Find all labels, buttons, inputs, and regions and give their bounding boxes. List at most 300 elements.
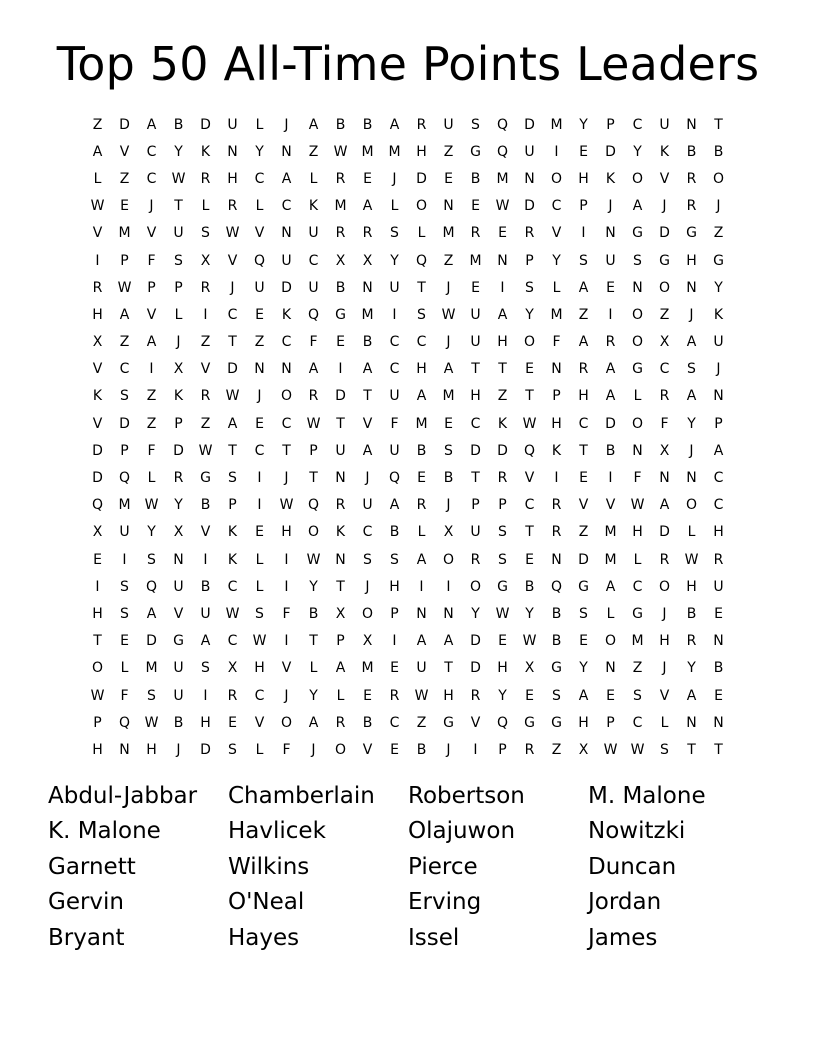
- grid-letter: W: [225, 605, 240, 622]
- grid-letter: U: [389, 442, 400, 459]
- grid-letter: J: [689, 306, 694, 323]
- grid-letter: A: [146, 605, 157, 622]
- grid-letter: U: [605, 252, 616, 269]
- grid-letter: S: [498, 524, 507, 541]
- grid-letter: C: [227, 578, 238, 595]
- grid-letter: A: [416, 551, 427, 568]
- grid-letter: V: [254, 225, 265, 242]
- grid-letter: H: [686, 252, 697, 269]
- grid-letter: D: [497, 442, 508, 459]
- grid-letter: U: [389, 388, 400, 405]
- grid-letter: C: [389, 714, 400, 731]
- grid-letter: V: [254, 714, 265, 731]
- grid-letter: A: [281, 170, 292, 187]
- grid-letter: J: [257, 388, 262, 405]
- grid-letter: X: [362, 633, 373, 650]
- grid-letter: W: [522, 415, 537, 432]
- grid-letter: B: [470, 170, 481, 187]
- grid-letter: U: [227, 116, 238, 133]
- grid-letter: S: [120, 605, 129, 622]
- grid-letter: I: [473, 741, 478, 758]
- grid-letter: H: [578, 170, 589, 187]
- grid-letter: E: [471, 198, 480, 215]
- grid-letter: H: [551, 415, 562, 432]
- grid-letter: C: [713, 497, 724, 514]
- grid-letter: L: [687, 524, 696, 541]
- grid-letter: M: [442, 225, 455, 242]
- grid-letter: E: [120, 633, 129, 650]
- grid-letter: L: [93, 170, 102, 187]
- grid-letter: M: [145, 660, 158, 677]
- grid-letter: F: [309, 334, 318, 351]
- grid-letter: M: [442, 388, 455, 405]
- grid-letter: O: [631, 415, 644, 432]
- grid-letter: U: [308, 279, 319, 296]
- grid-letter: E: [336, 334, 345, 351]
- grid-letter: A: [362, 198, 373, 215]
- grid-letter: I: [608, 470, 613, 487]
- grid-letter: L: [147, 470, 156, 487]
- grid-letter: E: [255, 306, 264, 323]
- grid-letter: Z: [146, 388, 157, 405]
- grid-letter: F: [660, 415, 669, 432]
- grid-letter: D: [605, 143, 616, 160]
- grid-letter: M: [334, 198, 347, 215]
- grid-letter: O: [523, 334, 536, 351]
- grid-letter: C: [227, 633, 238, 650]
- grid-letter: B: [335, 116, 346, 133]
- grid-letter: L: [255, 578, 264, 595]
- grid-letter: Y: [255, 143, 264, 160]
- grid-letter: H: [92, 741, 103, 758]
- grid-letter: H: [416, 361, 427, 378]
- grid-letter: R: [200, 170, 211, 187]
- grid-letter: R: [497, 470, 508, 487]
- grid-letter: C: [713, 470, 724, 487]
- grid-letter: E: [471, 279, 480, 296]
- grid-letter: E: [525, 687, 534, 704]
- grid-letter: T: [93, 633, 102, 650]
- grid-letter: H: [578, 388, 589, 405]
- grid-letter: P: [336, 633, 345, 650]
- grid-letter: R: [416, 497, 427, 514]
- grid-letter: L: [633, 388, 642, 405]
- grid-letter: H: [470, 388, 481, 405]
- grid-letter: W: [603, 741, 618, 758]
- grid-letter: S: [363, 551, 372, 568]
- grid-letter: D: [119, 116, 130, 133]
- grid-letter: B: [551, 633, 562, 650]
- grid-letter: A: [578, 279, 589, 296]
- grid-letter: S: [201, 225, 210, 242]
- grid-letter: C: [578, 415, 589, 432]
- grid-letter: Y: [552, 252, 561, 269]
- grid-letter: Z: [551, 741, 562, 758]
- grid-letter: W: [117, 279, 132, 296]
- grid-letter: Y: [174, 143, 183, 160]
- grid-letter: M: [550, 116, 563, 133]
- grid-letter: M: [388, 143, 401, 160]
- word-list-item: Chamberlain: [228, 782, 375, 809]
- grid-letter: I: [608, 306, 613, 323]
- grid-letter: C: [389, 334, 400, 351]
- grid-letter: V: [551, 225, 562, 242]
- grid-letter: Z: [92, 116, 103, 133]
- grid-letter: Q: [523, 442, 536, 459]
- grid-letter: O: [91, 660, 104, 677]
- grid-letter: W: [441, 306, 456, 323]
- grid-letter: A: [578, 687, 589, 704]
- grid-letter: D: [200, 741, 211, 758]
- grid-letter: Y: [309, 687, 318, 704]
- grid-letter: R: [659, 388, 670, 405]
- grid-letter: L: [120, 660, 129, 677]
- grid-letter: B: [335, 279, 346, 296]
- letter-grid: [84, 111, 732, 764]
- word-list-item: Erving: [408, 889, 482, 916]
- word-list-item: Bryant: [48, 924, 125, 951]
- grid-letter: Q: [496, 143, 509, 160]
- grid-letter: Y: [687, 660, 696, 677]
- grid-letter: V: [470, 714, 481, 731]
- grid-letter: G: [335, 306, 346, 323]
- grid-letter: K: [605, 170, 616, 187]
- grid-letter: H: [92, 605, 103, 622]
- grid-letter: D: [92, 470, 103, 487]
- grid-letter: U: [389, 279, 400, 296]
- grid-letter: L: [309, 170, 318, 187]
- grid-letter: W: [171, 170, 186, 187]
- grid-letter: T: [309, 470, 318, 487]
- grid-letter: T: [579, 442, 588, 459]
- grid-letter: Q: [253, 252, 266, 269]
- grid-letter: D: [92, 442, 103, 459]
- grid-letter: L: [174, 306, 183, 323]
- grid-letter: J: [284, 687, 289, 704]
- grid-letter: W: [306, 415, 321, 432]
- grid-letter: N: [443, 605, 454, 622]
- grid-letter: K: [227, 524, 238, 541]
- grid-letter: S: [471, 116, 480, 133]
- grid-letter: R: [335, 497, 346, 514]
- grid-letter: C: [632, 116, 643, 133]
- grid-letter: H: [443, 687, 454, 704]
- grid-letter: N: [173, 551, 184, 568]
- grid-letter: O: [280, 388, 293, 405]
- grid-letter: M: [118, 497, 131, 514]
- grid-letter: Z: [578, 306, 589, 323]
- grid-letter: C: [254, 442, 265, 459]
- grid-letter: S: [417, 306, 426, 323]
- grid-letter: O: [604, 633, 617, 650]
- grid-letter: R: [686, 170, 697, 187]
- grid-letter: A: [362, 361, 373, 378]
- grid-letter: E: [606, 279, 615, 296]
- grid-letter: I: [392, 633, 397, 650]
- grid-letter: S: [498, 551, 507, 568]
- grid-letter: G: [686, 225, 697, 242]
- grid-letter: U: [470, 334, 481, 351]
- grid-letter: K: [713, 306, 724, 323]
- grid-letter: E: [714, 687, 723, 704]
- grid-letter: H: [146, 741, 157, 758]
- grid-letter: L: [309, 660, 318, 677]
- grid-letter: X: [227, 660, 238, 677]
- word-list-item: M. Malone: [588, 782, 706, 809]
- grid-letter: H: [200, 714, 211, 731]
- grid-letter: B: [308, 605, 319, 622]
- grid-letter: N: [632, 279, 643, 296]
- grid-letter: Z: [308, 143, 319, 160]
- grid-letter: C: [146, 143, 157, 160]
- grid-letter: U: [119, 524, 130, 541]
- grid-letter: E: [228, 714, 237, 731]
- grid-letter: U: [470, 306, 481, 323]
- grid-letter: A: [605, 578, 616, 595]
- grid-letter: V: [92, 361, 103, 378]
- grid-letter: V: [281, 660, 292, 677]
- grid-letter: W: [90, 198, 105, 215]
- grid-letter: Z: [200, 334, 211, 351]
- grid-letter: W: [495, 198, 510, 215]
- grid-letter: O: [712, 170, 725, 187]
- grid-letter: E: [93, 551, 102, 568]
- grid-letter: W: [144, 497, 159, 514]
- grid-letter: T: [174, 198, 183, 215]
- grid-letter: G: [524, 714, 535, 731]
- grid-letter: N: [119, 741, 130, 758]
- grid-letter: D: [119, 415, 130, 432]
- grid-letter: D: [281, 279, 292, 296]
- grid-letter: L: [336, 687, 345, 704]
- grid-letter: R: [524, 225, 535, 242]
- grid-letter: C: [254, 687, 265, 704]
- grid-letter: K: [227, 551, 238, 568]
- word-list: [48, 778, 768, 956]
- grid-letter: W: [522, 633, 537, 650]
- grid-letter: S: [174, 252, 183, 269]
- grid-letter: K: [92, 388, 103, 405]
- grid-letter: C: [281, 415, 292, 432]
- grid-letter: U: [362, 497, 373, 514]
- grid-letter: A: [497, 306, 508, 323]
- grid-letter: O: [334, 741, 347, 758]
- grid-letter: L: [552, 279, 561, 296]
- grid-letter: V: [119, 143, 130, 160]
- grid-letter: Q: [91, 497, 104, 514]
- grid-letter: R: [335, 225, 346, 242]
- grid-letter: N: [686, 279, 697, 296]
- grid-letter: Z: [659, 306, 670, 323]
- grid-letter: C: [632, 578, 643, 595]
- grid-letter: M: [604, 551, 617, 568]
- grid-letter: A: [686, 334, 697, 351]
- grid-letter: X: [200, 252, 211, 269]
- grid-letter: Z: [146, 415, 157, 432]
- grid-letter: J: [284, 470, 289, 487]
- grid-letter: I: [95, 252, 100, 269]
- grid-letter: H: [416, 143, 427, 160]
- grid-letter: B: [362, 116, 373, 133]
- grid-letter: E: [714, 605, 723, 622]
- grid-letter: E: [525, 551, 534, 568]
- grid-letter: J: [662, 660, 667, 677]
- grid-letter: C: [524, 497, 535, 514]
- grid-letter: J: [716, 361, 721, 378]
- grid-letter: E: [579, 633, 588, 650]
- grid-letter: Q: [415, 252, 428, 269]
- grid-letter: M: [361, 143, 374, 160]
- grid-letter: I: [122, 551, 127, 568]
- grid-letter: L: [633, 551, 642, 568]
- grid-letter: R: [416, 116, 427, 133]
- grid-letter: N: [713, 714, 724, 731]
- grid-letter: W: [684, 551, 699, 568]
- grid-letter: V: [659, 687, 670, 704]
- grid-letter: I: [257, 470, 262, 487]
- grid-letter: Q: [550, 578, 563, 595]
- grid-letter: N: [659, 470, 670, 487]
- grid-letter: D: [470, 660, 481, 677]
- grid-letter: T: [714, 741, 723, 758]
- grid-letter: Q: [307, 497, 320, 514]
- grid-letter: A: [308, 116, 319, 133]
- grid-letter: D: [470, 633, 481, 650]
- grid-letter: E: [390, 741, 399, 758]
- grid-letter: R: [686, 198, 697, 215]
- grid-letter: R: [605, 334, 616, 351]
- grid-letter: G: [632, 361, 643, 378]
- grid-letter: J: [662, 605, 667, 622]
- grid-letter: G: [443, 714, 454, 731]
- grid-letter: G: [551, 660, 562, 677]
- grid-letter: N: [713, 388, 724, 405]
- grid-letter: S: [525, 279, 534, 296]
- grid-letter: W: [90, 687, 105, 704]
- grid-letter: Z: [254, 334, 265, 351]
- grid-letter: B: [551, 605, 562, 622]
- grid-letter: A: [389, 116, 400, 133]
- grid-letter: B: [200, 578, 211, 595]
- grid-letter: D: [416, 170, 427, 187]
- grid-letter: C: [254, 170, 265, 187]
- grid-letter: S: [228, 470, 237, 487]
- grid-letter: Y: [174, 497, 183, 514]
- grid-letter: F: [282, 741, 291, 758]
- grid-letter: Z: [119, 334, 130, 351]
- grid-letter: A: [200, 633, 211, 650]
- grid-letter: J: [230, 279, 235, 296]
- grid-letter: U: [524, 143, 535, 160]
- grid-letter: V: [92, 415, 103, 432]
- grid-letter: D: [578, 551, 589, 568]
- grid-letter: I: [419, 578, 424, 595]
- grid-letter: Z: [632, 660, 643, 677]
- grid-letter: P: [120, 442, 129, 459]
- grid-letter: R: [92, 279, 103, 296]
- grid-letter: H: [497, 334, 508, 351]
- grid-letter: N: [443, 198, 454, 215]
- grid-letter: Q: [388, 470, 401, 487]
- grid-letter: K: [308, 198, 319, 215]
- grid-letter: U: [281, 252, 292, 269]
- grid-letter: K: [281, 306, 292, 323]
- grid-letter: I: [284, 578, 289, 595]
- grid-letter: T: [714, 116, 723, 133]
- word-list-item: Robertson: [408, 782, 525, 809]
- grid-letter: W: [306, 551, 321, 568]
- grid-letter: P: [120, 252, 129, 269]
- grid-letter: T: [687, 741, 696, 758]
- grid-letter: U: [335, 442, 346, 459]
- grid-letter: E: [363, 687, 372, 704]
- grid-letter: M: [118, 225, 131, 242]
- grid-letter: P: [93, 714, 102, 731]
- grid-letter: W: [414, 687, 429, 704]
- grid-letter: A: [443, 361, 454, 378]
- grid-letter: U: [308, 225, 319, 242]
- grid-letter: G: [713, 252, 724, 269]
- grid-letter: V: [146, 306, 157, 323]
- grid-letter: I: [149, 361, 154, 378]
- grid-letter: N: [686, 714, 697, 731]
- grid-letter: W: [252, 633, 267, 650]
- grid-letter: V: [173, 605, 184, 622]
- grid-letter: D: [605, 415, 616, 432]
- grid-letter: P: [390, 605, 399, 622]
- grid-letter: J: [689, 442, 694, 459]
- word-list-item: Wilkins: [228, 853, 310, 880]
- grid-letter: S: [633, 252, 642, 269]
- grid-letter: O: [442, 551, 455, 568]
- grid-letter: K: [659, 143, 670, 160]
- grid-letter: R: [524, 741, 535, 758]
- grid-letter: T: [444, 660, 453, 677]
- grid-letter: I: [581, 225, 586, 242]
- grid-letter: B: [605, 442, 616, 459]
- grid-letter: W: [279, 497, 294, 514]
- grid-letter: A: [578, 334, 589, 351]
- grid-letter: S: [579, 605, 588, 622]
- grid-letter: N: [416, 605, 427, 622]
- grid-letter: V: [362, 415, 373, 432]
- grid-letter: P: [714, 415, 723, 432]
- grid-letter: A: [389, 497, 400, 514]
- grid-letter: Q: [307, 306, 320, 323]
- grid-letter: A: [335, 660, 346, 677]
- grid-letter: F: [147, 252, 156, 269]
- grid-letter: E: [255, 415, 264, 432]
- grid-letter: H: [659, 633, 670, 650]
- grid-letter: T: [228, 334, 237, 351]
- grid-letter: N: [551, 361, 562, 378]
- grid-letter: P: [471, 497, 480, 514]
- grid-letter: R: [200, 279, 211, 296]
- grid-letter: P: [147, 279, 156, 296]
- grid-letter: A: [227, 415, 238, 432]
- grid-letter: L: [255, 551, 264, 568]
- grid-letter: P: [498, 497, 507, 514]
- grid-letter: E: [363, 170, 372, 187]
- grid-letter: E: [255, 524, 264, 541]
- grid-letter: G: [497, 578, 508, 595]
- grid-letter: W: [630, 497, 645, 514]
- grid-letter: U: [173, 687, 184, 704]
- grid-letter: J: [176, 741, 181, 758]
- grid-letter: X: [659, 442, 670, 459]
- grid-letter: Y: [525, 605, 534, 622]
- word-list-item: Issel: [408, 924, 460, 951]
